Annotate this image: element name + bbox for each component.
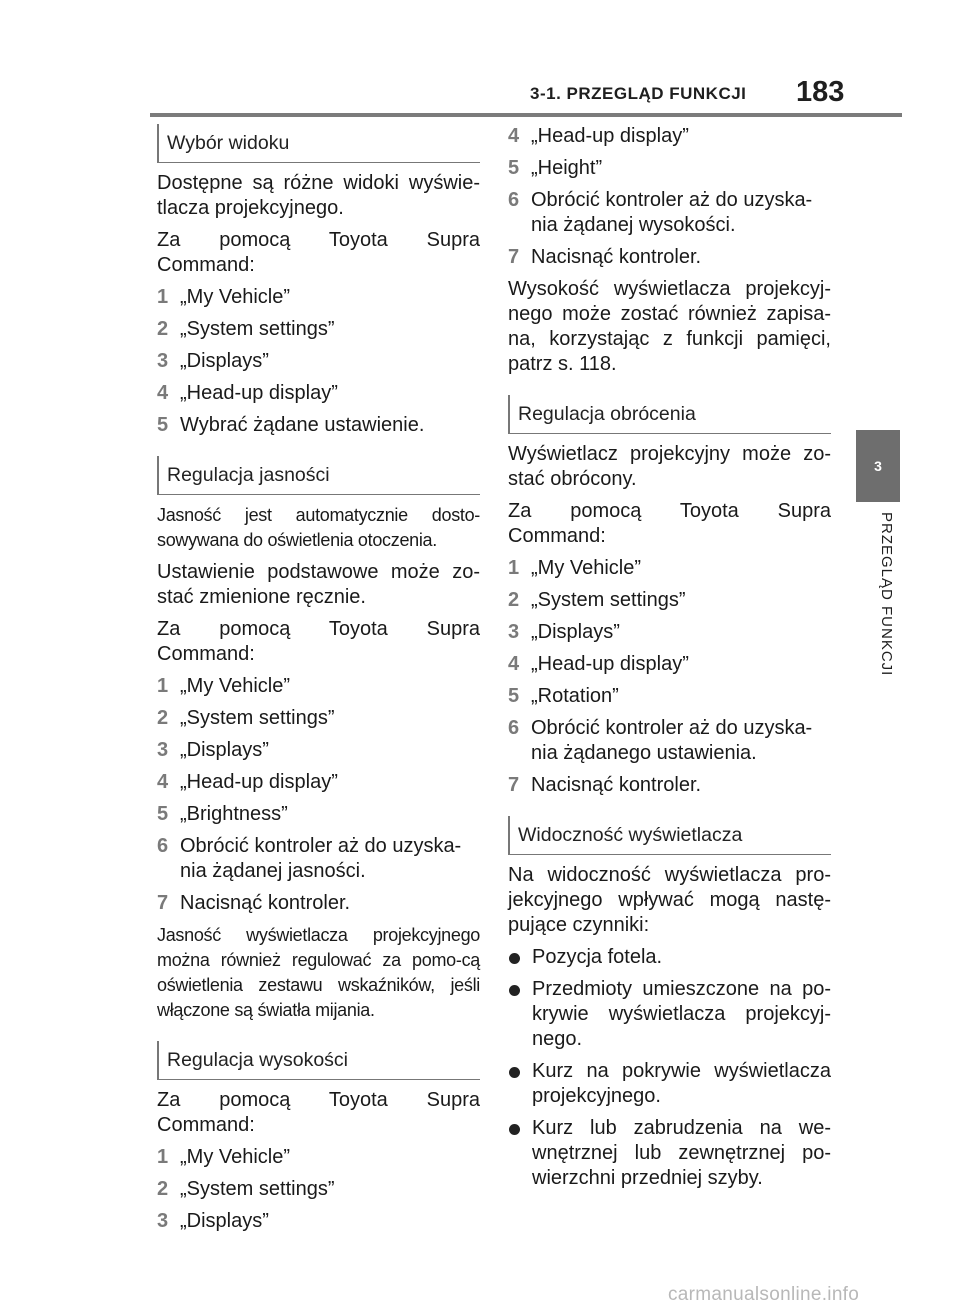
step-number: 5	[157, 803, 169, 825]
step-item	[508, 588, 831, 613]
step-item	[508, 556, 831, 581]
step-item	[157, 834, 480, 884]
paragraph: Jasność jest automatycznie dosto-sowywana do oświetlenia otoczenia.	[157, 505, 480, 550]
step-number: 1	[508, 557, 520, 579]
step-item	[157, 349, 480, 374]
step-text: „Rotation”	[531, 685, 619, 707]
step-text: „System settings”	[180, 318, 335, 340]
step-number: 5	[508, 157, 520, 179]
bullet-text: Przedmioty umieszczone na po-krywie wyświetlacza projekcyj-nego.	[532, 978, 831, 1050]
bullet-item	[508, 945, 831, 970]
step-number: 4	[157, 382, 169, 404]
bullet-text: Kurz lub zabrudzenia na we-wnętrznej lub zewnętrznej po-wierzchni przedniej szyby.	[532, 1117, 831, 1189]
step-text: „Height”	[531, 157, 603, 179]
step-number: 1	[157, 1146, 169, 1168]
step-text: Obrócić kontroler aż do uzyska-nia żądanej jasności.	[180, 835, 462, 882]
step-text: „Head-up display”	[180, 382, 338, 404]
step-text: „System settings”	[180, 1178, 335, 1200]
step-text: Wybrać żądane ustawienie.	[180, 414, 425, 436]
step-item	[157, 891, 480, 916]
bullet-dot-icon	[509, 985, 520, 996]
step-number: 5	[157, 414, 169, 436]
step-item	[157, 802, 480, 827]
paragraph: Za pomocą Toyota Supra Command:	[157, 618, 480, 665]
step-item	[157, 674, 480, 699]
step-item	[157, 706, 480, 731]
step-item	[157, 381, 480, 406]
step-text: Nacisnąć kontroler.	[531, 774, 702, 796]
step-number: 6	[508, 717, 520, 739]
right-column	[508, 124, 831, 1198]
step-text: Obrócić kontroler aż do uzyska-nia żądanej wysokości.	[531, 189, 813, 236]
step-text: „System settings”	[531, 589, 686, 611]
step-number: 6	[157, 835, 169, 857]
step-number: 4	[508, 653, 520, 675]
step-item	[508, 716, 831, 766]
chapter-tab	[856, 430, 900, 502]
step-text: „My Vehicle”	[531, 557, 642, 579]
step-text: Nacisnąć kontroler.	[180, 892, 351, 914]
bullet-text: Kurz na pokrywie wyświetlacza projekcyjnego.	[532, 1060, 831, 1107]
section-heading-visibility: Widoczność wyświetlacza	[508, 816, 831, 855]
chapter-tab-label: PRZEGLĄD FUNKCJI	[878, 512, 895, 677]
step-item	[508, 188, 831, 238]
step-number: 2	[157, 318, 169, 340]
step-number: 3	[508, 621, 520, 643]
step-number: 3	[157, 739, 169, 761]
step-text: „Head-up display”	[531, 653, 689, 675]
note-paragraph: Jasność wyświetlacza projekcyjnego można również regulować za pomo-cą oświetlenia zestawu wskaźników, jeśli włączone są światła mijania.	[157, 925, 480, 1020]
step-item	[508, 156, 831, 181]
step-number: 3	[157, 1210, 169, 1232]
paragraph: Wysokość wyświetlacza projekcyj-nego może zostać również zapisa-na, korzystając z funkcji pamięci, patrz s. 118.	[508, 278, 831, 375]
paragraph: Za pomocą Toyota Supra Command:	[157, 229, 480, 276]
header-section-title: 3-1. PRZEGLĄD FUNKCJI	[530, 84, 747, 103]
step-item	[508, 652, 831, 677]
bullet-dot-icon	[509, 1067, 520, 1078]
bullet-item	[508, 1116, 831, 1191]
step-item	[157, 1177, 480, 1202]
step-number: 4	[157, 771, 169, 793]
step-text: „Head-up display”	[531, 125, 689, 147]
section-heading-rotation: Regulacja obrócenia	[508, 395, 831, 434]
step-number: 1	[157, 675, 169, 697]
page-number: 183	[796, 76, 845, 108]
step-item	[508, 684, 831, 709]
left-column	[157, 124, 480, 1241]
paragraph: Ustawienie podstawowe może zo-stać zmienione ręcznie.	[157, 561, 480, 608]
step-item	[508, 620, 831, 645]
step-number: 2	[508, 589, 520, 611]
step-text: „Head-up display”	[180, 771, 338, 793]
paragraph: Na widoczność wyświetlacza pro-jekcyjnego wpływać mogą nastę-pujące czynniki:	[508, 864, 831, 936]
chapter-number: 3	[874, 458, 882, 474]
step-item	[157, 317, 480, 342]
bullet-item	[508, 977, 831, 1052]
step-item	[157, 285, 480, 310]
step-item	[157, 1209, 480, 1234]
paragraph: Wyświetlacz projekcyjny może zo-stać obrócony.	[508, 443, 831, 490]
step-text: „Displays”	[180, 350, 269, 372]
step-number: 5	[508, 685, 520, 707]
header-rule	[150, 113, 902, 117]
step-number: 7	[508, 774, 520, 796]
step-item	[508, 124, 831, 149]
step-item	[157, 738, 480, 763]
step-number: 6	[508, 189, 520, 211]
step-number: 2	[157, 1178, 169, 1200]
paragraph: Za pomocą Toyota Supra Command:	[508, 500, 831, 547]
step-number: 7	[508, 246, 520, 268]
step-number: 7	[157, 892, 169, 914]
section-heading-height: Regulacja wysokości	[157, 1041, 480, 1080]
step-number: 2	[157, 707, 169, 729]
step-item	[157, 413, 480, 438]
bullet-dot-icon	[509, 953, 520, 964]
step-text: Nacisnąć kontroler.	[531, 246, 702, 268]
step-item	[157, 770, 480, 795]
bullet-text: Pozycja fotela.	[532, 946, 663, 968]
step-text: „My Vehicle”	[180, 286, 291, 308]
paragraph: Dostępne są różne widoki wyświe-tlacza projekcyjnego.	[157, 172, 480, 219]
paragraph: Za pomocą Toyota Supra Command:	[157, 1089, 480, 1136]
step-item	[157, 1145, 480, 1170]
step-number: 1	[157, 286, 169, 308]
section-heading-view: Wybór widoku	[157, 124, 480, 163]
step-text: „System settings”	[180, 707, 335, 729]
bullet-item	[508, 1059, 831, 1109]
step-number: 4	[508, 125, 520, 147]
step-text: „My Vehicle”	[180, 675, 291, 697]
watermark: carmanualsonline.info	[668, 1284, 860, 1305]
section-heading-brightness: Regulacja jasności	[157, 456, 480, 495]
bullet-dot-icon	[509, 1124, 520, 1135]
step-text: „Displays”	[180, 1210, 269, 1232]
step-item	[508, 245, 831, 270]
step-text: „Displays”	[180, 739, 269, 761]
step-item	[508, 773, 831, 798]
step-text: Obrócić kontroler aż do uzyska-nia żądanego ustawienia.	[531, 717, 813, 764]
step-number: 3	[157, 350, 169, 372]
step-text: „Brightness”	[180, 803, 288, 825]
step-text: „Displays”	[531, 621, 620, 643]
step-text: „My Vehicle”	[180, 1146, 291, 1168]
